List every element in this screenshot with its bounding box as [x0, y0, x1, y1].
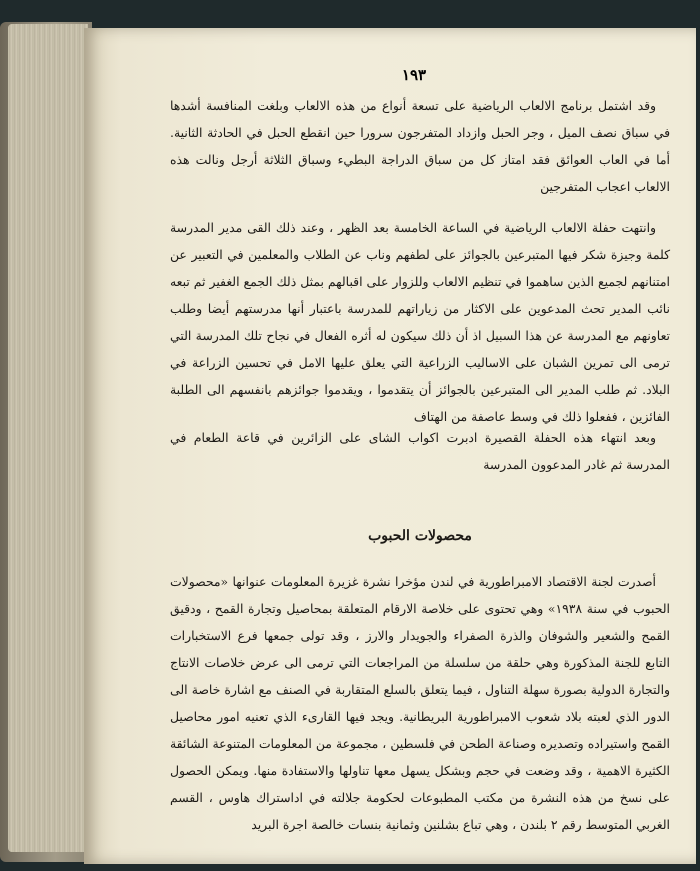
paragraph-sports-program [170, 92, 670, 200]
page-edges [8, 24, 88, 852]
paragraph-grain-crops [170, 568, 670, 838]
page-number: ١٩٣ [401, 66, 427, 84]
paragraph-closing-ceremony [170, 214, 670, 430]
paragraph-text: وانتهت حفلة الالعاب الرياضية في الساعة الخامسة بعد الظهر ، وعند ذلك القى مدير المدرسة كلمة وجيزة شكر فيها المتبرعين بالجوائز على لطفهم وناب عن الطلاب والمعلمين في التعبير عن امتنانهم لجميع الذين ساهموا في تنظيم الالعاب وللزوار على اقبالهم بمثل ذلك الجمع الغفير ثم تبعه نائب المدير تحث المدعوين على الاكثار من زياراتهم للمدرسة باعتبار أنها مدرستهم أيضا وطلب تعاونهم مع المدرسة عن هذا السبيل اذ أن ذلك سيكون له أثره الفعال في نجاح تلك المدرسة التي ترمى الى تمرين الشبان على الاساليب الزراعية التي يعلق عليها الامل في تحسين الزراعة في البلاد. ثم طلب المدير الى المتبرعين بالجوائز أن يتقدموا ، ويقدموا جوائزهم بانفسهم الى الطلبة الفائزين ، ففعلوا ذلك في وسط عاصفة من الهتاف [170, 220, 670, 424]
paragraph-text: أصدرت لجنة الاقتصاد الامبراطورية في لندن مؤخرا نشرة غزيرة المعلومات عنوانها «محصولات الحبوب في سنة ١٩٣٨» وهي تحتوى على خلاصة الارقام المتعلقة بمحاصيل وتجارة القمح ، ودقيق القمح والشعير والشوفان والذرة الصفراء والجويدار والارز ، وقد تولى جمعها فرع الاستخبارات التابع للجنة المذكورة وهي حلقة من سلسلة من المراجعات التي ترمى الى عرض خلاصات الانتاج والتجارة الدولية بصورة سهلة التناول ، فيما يتعلق بالسلع المتقاربة في الصنف مع اشارة خاصة الى الدور الذي لعبته بلاد شعوب الامبراطورية البريطانية. ويجد فيها القارىء الذي تعنيه امور محاصيل القمح واستيراده وتصديره وصناعة الطحن في فلسطين ، مجموعة من المعلومات المتنوعة الشائقة الكثيرة الاهمية ، وقد وضعت في حجم وبشكل يسهل معها تناولها والاستفادة منها. ويمكن الحصول على نسخ من هذه النشرة من مكتب المطبوعات لحكومة جلالته في اداستراك هاوس ، القسم الغربي المتوسط رقم ٢ بلندن ، وهي تباع بشلنين وثمانية بنسات خالصة اجرة البريد [170, 574, 670, 832]
paragraph-tea [170, 424, 670, 478]
paragraph-text: وقد اشتمل برنامج الالعاب الرياضية على تسعة أنواع من هذه الالعاب وبلغت المنافسة أشدها في سباق نصف الميل ، وجر الحبل وازداد المتفرجون سرورا حين انقطع الحبل في الحادثة الثانية. أما في العاب العوائق فقد امتاز كل من سباق الدراجة البطيء وسباق الثلاثة أرجل ونالت هذه الالعاب اعجاب المتفرجين [170, 98, 670, 194]
section-title: محصولات الحبوب [368, 528, 472, 544]
paragraph-text: وبعد انتهاء هذه الحفلة القصيرة ادبرت اكواب الشاى على الزائرين في قاعة الطعام في المدرسة ثم غادر المدعوون المدرسة [170, 430, 670, 472]
book-page [84, 28, 696, 864]
